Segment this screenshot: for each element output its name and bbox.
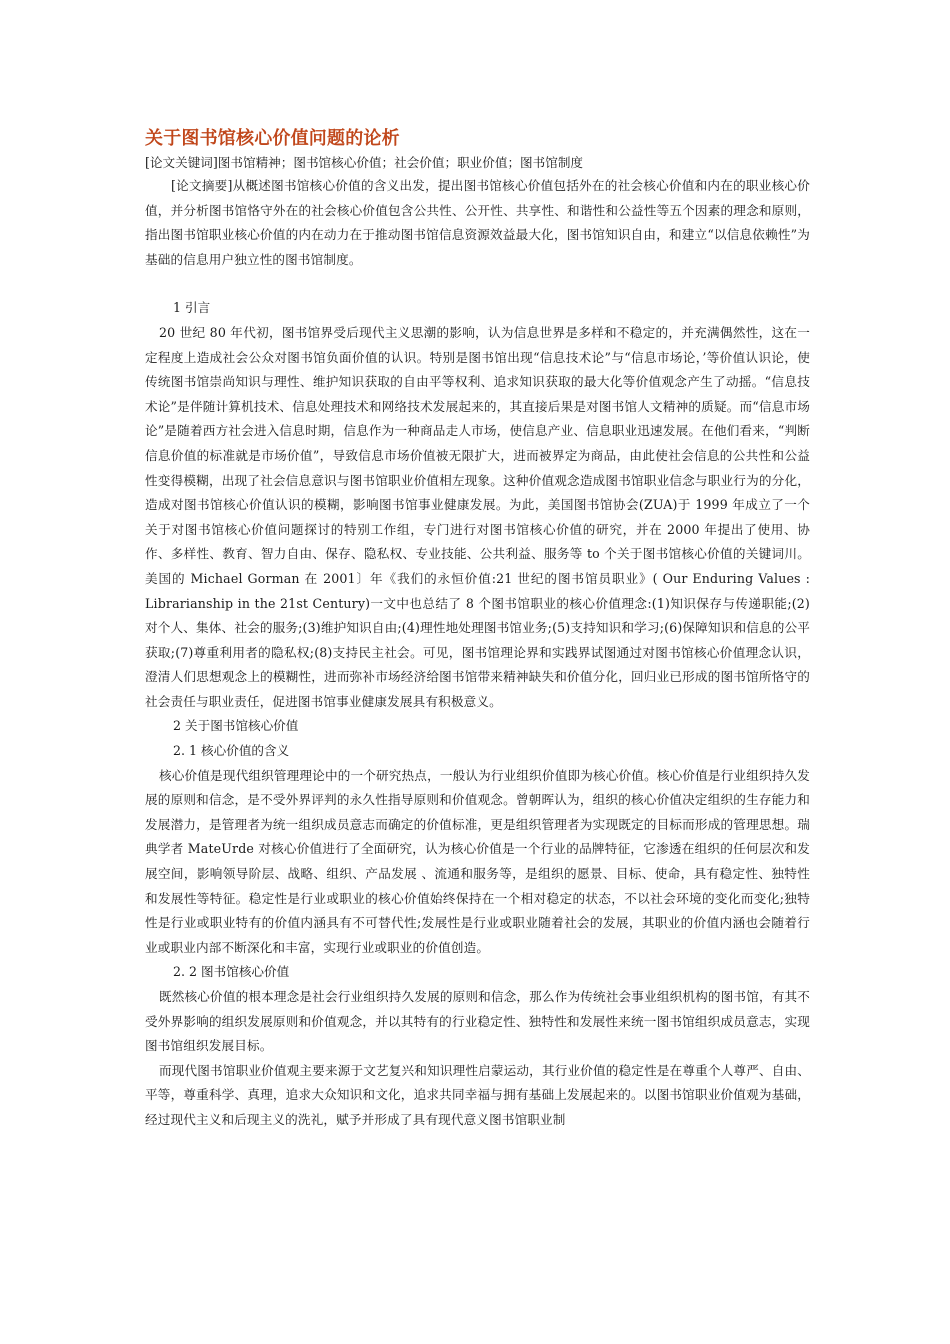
intro-paragraph: 20 世纪 80 年代初，图书馆界受后现代主义思潮的影响，认为信息世界是多样和不稳定的，并充满偶然性，这在一定程度上造成社会公众对图书馆负面价值的认识。特别是图书馆出现“信息技术论”与“信息市场论，’等价值认识论，使传统图书馆崇尚知识与理性、维护知识获取的自由平等权利、追求知识获取的最大化等价值观念产生了动摇。“信息技术论”是伴随计算机技术、信息处理技术和网络技术发展起来的，其直接后果是对图书馆人文精神的质疑。而“信息市场论”是随着西方社会进入信息时期，信息作为一种商品走人市场，使信息产业、信息职业迅速发展。在他们看来，“判断信息价值的标准就是市场价值”，导致信息市场价值被无限扩大，进而被界定为商品，由此使社会信息的公共性和公益性变得模糊，出现了社会信息意识与图书馆职业价值相左现象。这种价值观念造成图书馆职业信念与职业行为的分化，造成对图书馆核心价值认识的模糊，影响图书馆事业健康发展。为此，美国图书馆协会(ZUA)于 1999 年成立了一个关于对图书馆核心价值问题探讨的特别工作组，专门进行对图书馆核心价值的研究，并在 2000 年提出了使用、协作、多样性、教育、智力自由、保存、隐私权、专业技能、公共利益、服务等 to 个关于图书馆核心价值的关键词川。美国的 Michael Gorman 在 2001〕年《我们的永恒价值:21 世纪的图书馆员职业》( Our Enduring Values : Librarianship in the 21st Century)一文中也总结了 8 个图书馆职业的核心价值理念:(1)知识保存与传递职能;(2)对个人、集体、社会的服务;(3)维护知识自由;(4)理性地处理图书馆业务;(5)支持知识和学习;(6)保障知识和信息的公平获取;(7)尊重利用者的隐私权;(8)支持民主社会。可见，图书馆理论界和实践界试图通过对图书馆核心价值理念认识，澄清人们思想观念上的模糊性，进而弥补市场经济给图书馆带来精神缺失和价值分化，回归业已形成的图书馆所恪守的社会责任与职业责任，促进图书馆事业健康发展具有积极意义。 [145,324,810,709]
meaning-paragraph: 核心价值是现代组织管理理论中的一个研究热点，一般认为行业组织价值即为核心价值。核心价值是行业组织持久发展的原则和信念，是不受外界评判的永久性指导原则和价值观念。曾朝晖认为，组织的核心价值决定组织的生存能力和发展潜力，是管理者为统一组织成员意志而确定的价值标准，更是组织管理者为实现既定的目标而形成的管理思想。瑞典学者 MateUrde 对核心价值进行了全面研究，认为核心价值是一个行业的品牌特征，它渗透在组织的任何层次和发展空间，影响领导阶层、战略、组织、产品发展 、流通和服务等，是组织的愿景、目标、使命，具有稳定性、独特性和发展性等特征。稳定性是行业或职业的核心价值始终保持在一个相对稳定的状态，不以社会环境的变化而变化;独特性是行业或职业特有的价值内涵具有不可替代性;发展性是行业或职业随着社会的发展，其职业的价值内涵也会随着行业或职业内部不断深化和丰富，实现行业或职业的价值创造。 [145,767,810,955]
subsection-heading-meaning: 2. 1 核心价值的含义 [173,743,290,759]
library-core-value-paragraph-2: 而现代图书馆职业价值观主要来源于文艺复兴和知识理性启蒙运动，其行业价值的稳定性是在尊重个人尊严、自由、平等，尊重科学、真理，追求大众知识和文化，追求共同幸福与拥有基础上发展起来的。以图书馆职业价值观为基础，经过现代主义和后现主义的洗礼，赋予并形成了具有现代意义图书馆职业制 [145,1062,810,1127]
section-heading-core-value: 2 关于图书馆核心价值 [173,718,299,734]
document-title: 关于图书馆核心价值问题的论析 [145,128,400,149]
keywords-line: [论文关键词]图书馆精神；图书馆核心价值；社会价值；职业价值；图书馆制度 [145,155,584,170]
abstract-paragraph: [论文摘要]从概述图书馆核心价值的含义出发，提出图书馆核心价值包括外在的社会核心价值和内在的职业核心价值，并分析图书馆恪守外在的社会核心价值包含公共性、公开性、共享性、和谐性和公益性等五个因素的理念和原则，指出图书馆职业核心价值的内在动力在于推动图书馆信息资源效益最大化，图书馆知识自由，和建立“以信息依赖性”为基础的信息用户独立性的图书馆制度。 [145,178,810,267]
subsection-heading-library-core-value: 2. 2 图书馆核心价值 [173,964,290,980]
library-core-value-paragraph-1: 既然核心价值的根本理念是社会行业组织持久发展的原则和信念，那么作为传统社会事业组织机构的图书馆，有其不受外界影响的组织发展原则和价值观念，并以其特有的行业稳定性、独特性和发展性来统一图书馆组织成员意志，实现图书馆组织发展目标。 [145,989,810,1054]
section-heading-intro: 1 引言 [173,300,211,316]
spacer [145,272,810,296]
document-page [145,128,810,1133]
